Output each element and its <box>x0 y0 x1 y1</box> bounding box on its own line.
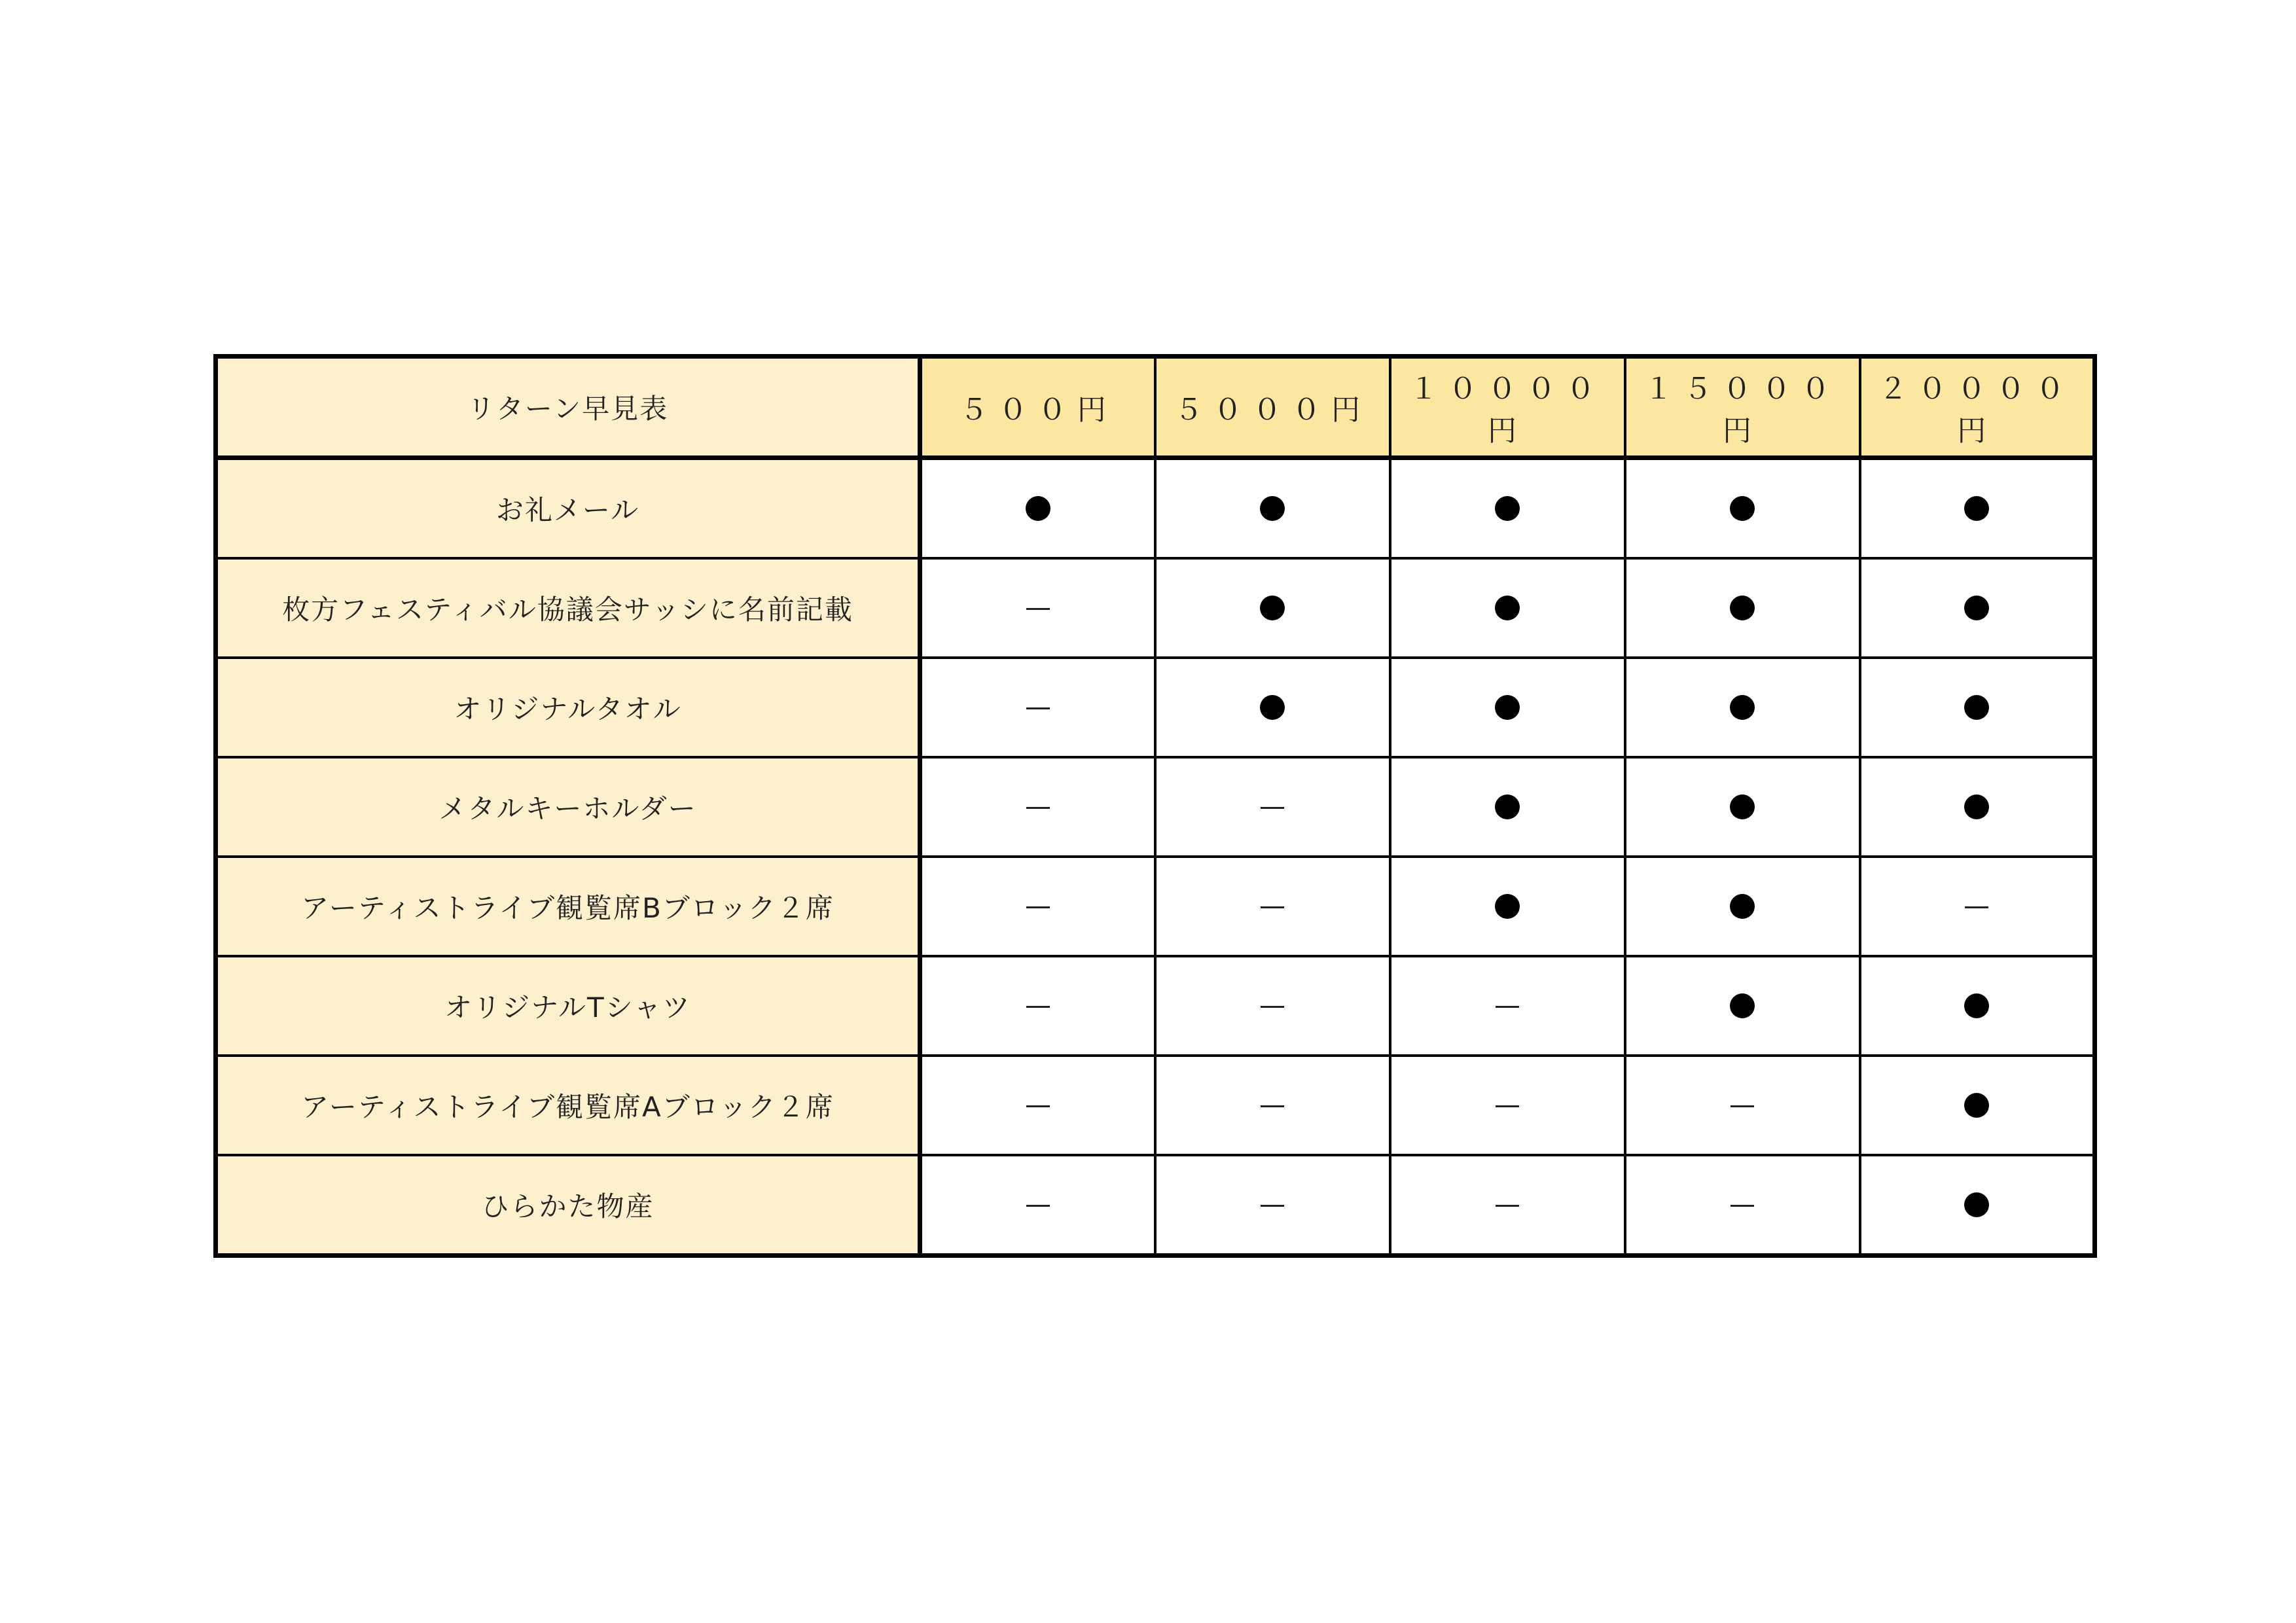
included-dot-icon <box>1260 695 1285 720</box>
not-included-dash-icon <box>1261 1105 1284 1107</box>
not-included-dash-icon <box>1261 1205 1284 1207</box>
included-dot-icon <box>1964 1192 1989 1217</box>
table-row <box>216 956 2095 1056</box>
tier-cell <box>1625 757 1860 857</box>
tier-cell <box>920 757 1155 857</box>
included-dot-icon <box>1964 993 1989 1018</box>
tier-cell <box>1390 458 1625 559</box>
tier-header-20000: ２００００円 <box>1860 357 2095 458</box>
tier-cell <box>1625 558 1860 658</box>
tier-cell <box>1860 558 2095 658</box>
reward-label: メタルキーホルダー <box>216 757 920 857</box>
tier-cell <box>1625 956 1860 1056</box>
table-title: リターン早見表 <box>216 357 920 458</box>
not-included-dash-icon <box>1026 807 1050 809</box>
tier-cell <box>1390 658 1625 757</box>
tier-cell <box>1390 857 1625 956</box>
reward-label: ひらかた物産 <box>216 1155 920 1256</box>
included-dot-icon <box>1964 1093 1989 1118</box>
included-dot-icon <box>1730 695 1755 720</box>
table-row <box>216 757 2095 857</box>
tier-header-5000: ５０００円 <box>1155 357 1390 458</box>
tier-cell <box>1625 1155 1860 1256</box>
included-dot-icon <box>1495 596 1520 620</box>
tier-cell <box>1860 658 2095 757</box>
tier-cell <box>1860 956 2095 1056</box>
tier-cell <box>1860 857 2095 956</box>
tier-cell <box>1155 558 1390 658</box>
included-dot-icon <box>1964 496 1989 521</box>
included-dot-icon <box>1730 894 1755 919</box>
tier-cell <box>920 857 1155 956</box>
not-included-dash-icon <box>1026 1105 1050 1107</box>
tier-cell <box>920 956 1155 1056</box>
tier-cell <box>1390 757 1625 857</box>
not-included-dash-icon <box>1496 1105 1519 1107</box>
tier-cell <box>1860 458 2095 559</box>
not-included-dash-icon <box>1026 1205 1050 1207</box>
not-included-dash-icon <box>1731 1105 1754 1107</box>
header-row <box>216 357 2095 458</box>
table-row <box>216 857 2095 956</box>
not-included-dash-icon <box>1965 906 1988 908</box>
included-dot-icon <box>1964 596 1989 620</box>
reward-label: 枚方フェスティバル協議会サッシに名前記載 <box>216 558 920 658</box>
tier-cell <box>1155 757 1390 857</box>
tier-cell <box>1155 658 1390 757</box>
tier-cell <box>1155 1056 1390 1155</box>
reward-label: お礼メール <box>216 458 920 559</box>
tier-cell <box>1625 458 1860 559</box>
reward-label: オリジナルタオル <box>216 658 920 757</box>
not-included-dash-icon <box>1496 1205 1519 1207</box>
return-overview-table <box>213 354 2097 1258</box>
included-dot-icon <box>1730 596 1755 620</box>
reward-label: アーティストライブ観覧席Bブロック２席 <box>216 857 920 956</box>
tier-cell <box>920 1155 1155 1256</box>
tier-cell <box>920 458 1155 559</box>
tier-cell <box>1625 857 1860 956</box>
included-dot-icon <box>1730 496 1755 521</box>
tier-header-500: ５００円 <box>920 357 1155 458</box>
tier-cell <box>1625 1056 1860 1155</box>
tier-cell <box>1155 857 1390 956</box>
tier-cell <box>1390 1155 1625 1256</box>
not-included-dash-icon <box>1026 707 1050 709</box>
tier-header-10000: １００００円 <box>1390 357 1625 458</box>
table-row <box>216 1155 2095 1256</box>
included-dot-icon <box>1730 794 1755 819</box>
included-dot-icon <box>1260 496 1285 521</box>
tier-cell <box>1860 1056 2095 1155</box>
tier-cell <box>920 1056 1155 1155</box>
table-row <box>216 658 2095 757</box>
included-dot-icon <box>1026 496 1050 521</box>
not-included-dash-icon <box>1026 906 1050 908</box>
table-row <box>216 458 2095 559</box>
not-included-dash-icon <box>1731 1205 1754 1207</box>
included-dot-icon <box>1260 596 1285 620</box>
included-dot-icon <box>1495 894 1520 919</box>
return-table-sheet <box>213 354 2092 1226</box>
table-row <box>216 1056 2095 1155</box>
not-included-dash-icon <box>1261 906 1284 908</box>
tier-cell <box>1390 558 1625 658</box>
table-row <box>216 558 2095 658</box>
included-dot-icon <box>1730 993 1755 1018</box>
reward-label: アーティストライブ観覧席Aブロック２席 <box>216 1056 920 1155</box>
included-dot-icon <box>1964 695 1989 720</box>
included-dot-icon <box>1964 794 1989 819</box>
tier-cell <box>920 658 1155 757</box>
reward-label: オリジナルTシャツ <box>216 956 920 1056</box>
not-included-dash-icon <box>1026 1006 1050 1008</box>
tier-cell <box>1860 757 2095 857</box>
included-dot-icon <box>1495 496 1520 521</box>
included-dot-icon <box>1495 794 1520 819</box>
tier-cell <box>1390 1056 1625 1155</box>
not-included-dash-icon <box>1026 608 1050 610</box>
tier-cell <box>920 558 1155 658</box>
not-included-dash-icon <box>1496 1006 1519 1008</box>
tier-cell <box>1155 956 1390 1056</box>
tier-cell <box>1860 1155 2095 1256</box>
tier-cell <box>1625 658 1860 757</box>
not-included-dash-icon <box>1261 807 1284 809</box>
tier-header-15000: １５０００円 <box>1625 357 1860 458</box>
not-included-dash-icon <box>1261 1006 1284 1008</box>
included-dot-icon <box>1495 695 1520 720</box>
tier-cell <box>1155 1155 1390 1256</box>
tier-cell <box>1155 458 1390 559</box>
table-body <box>216 458 2095 1256</box>
tier-cell <box>1390 956 1625 1056</box>
